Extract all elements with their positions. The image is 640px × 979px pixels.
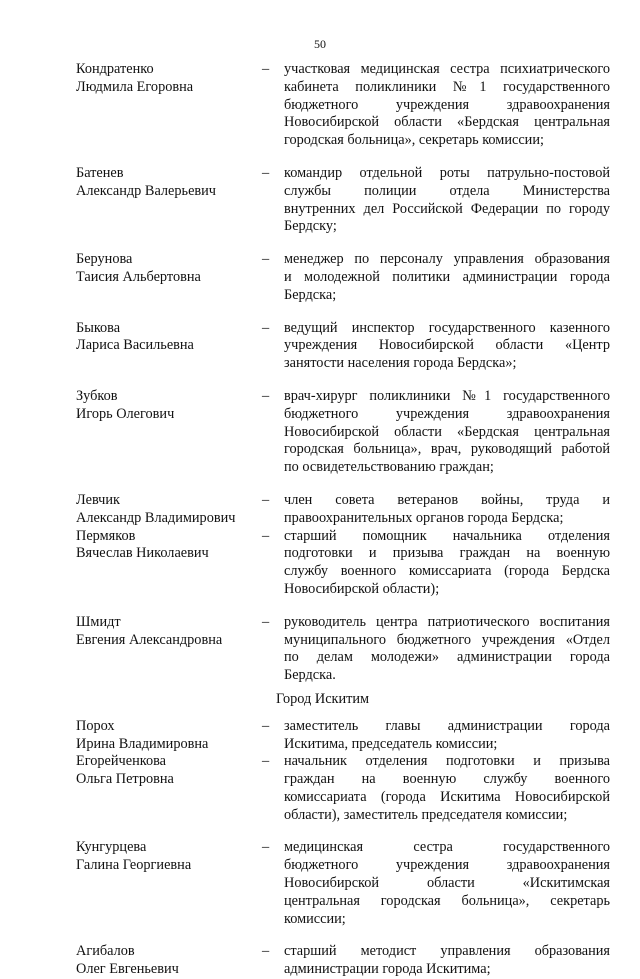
- list-item: [76, 492, 610, 528]
- member-position: [284, 251, 610, 304]
- list-item: [76, 388, 610, 477]
- position-line: центральная городская больница», секретарь: [284, 892, 610, 909]
- position-line: Новосибирской области);: [284, 580, 440, 597]
- position-line: медицинская сестра государственного: [284, 839, 610, 856]
- position-line: Бердска.: [284, 667, 336, 684]
- dash: –: [262, 164, 270, 181]
- dash: –: [262, 527, 270, 544]
- member-surname: Батенев: [76, 164, 124, 181]
- position-line: граждан на военную службу военного: [284, 771, 610, 788]
- dash: –: [262, 753, 270, 770]
- list-item: [76, 718, 610, 754]
- list-item: [76, 528, 610, 599]
- member-surname: Егорейченкова: [76, 753, 166, 770]
- member-surname: Пермяков: [76, 527, 136, 544]
- position-line: Новосибирской области «Бердская центральная: [284, 114, 610, 131]
- position-line: командир отдельной роты патрульно-постовой: [284, 164, 610, 181]
- position-line: и молодежной политики администрации города: [284, 268, 610, 285]
- position-line: городская больница», врач, руководящий работой: [284, 441, 610, 458]
- member-given-name: Вячеслав Николаевич: [76, 545, 209, 562]
- position-line: службы полиции отдела Министерства: [284, 182, 610, 199]
- member-position: [284, 492, 610, 528]
- member-given-name: Ольга Петровна: [76, 771, 174, 788]
- member-position: [284, 718, 610, 754]
- dash: –: [262, 717, 270, 734]
- member-position: [284, 528, 610, 599]
- member-surname: Зубков: [76, 387, 118, 404]
- dash: –: [262, 387, 270, 404]
- position-line: Искитима, председатель комиссии;: [284, 735, 498, 752]
- member-position: [284, 61, 610, 150]
- member-given-name: Лариса Васильевна: [76, 337, 194, 354]
- member-given-name: Александр Валерьевич: [76, 182, 217, 199]
- list-item: [76, 839, 610, 928]
- dash: –: [262, 613, 270, 630]
- position-line: городская больница», секретарь комиссии;: [284, 132, 544, 149]
- member-surname: Кунгурцева: [76, 839, 147, 856]
- position-line: Новосибирской области «Искитимская: [284, 875, 610, 892]
- member-name: [76, 251, 262, 287]
- position-line: администрации города Искитима;: [284, 961, 491, 978]
- position-line: участковая медицинская сестра психиатрического: [284, 61, 610, 77]
- member-given-name: Александр Владимирович: [76, 509, 236, 526]
- member-position: [284, 388, 610, 477]
- dash: –: [262, 491, 270, 508]
- position-line: кабинета поликлиники №1 государственного: [284, 78, 610, 95]
- position-line: комиссии;: [284, 910, 346, 927]
- member-given-name: Людмила Егоровна: [76, 78, 194, 95]
- list-item: [76, 614, 610, 685]
- position-line: по освидетельствованию граждан;: [284, 459, 494, 476]
- member-name: [76, 943, 262, 979]
- position-line: руководитель центра патриотического воспитания: [284, 613, 610, 630]
- member-given-name: Игорь Олегович: [76, 405, 175, 422]
- member-surname: Берунова: [76, 251, 133, 268]
- position-line: бюджетного учреждения здравоохранения: [284, 857, 610, 874]
- position-line: комиссариата (города Искитима Новосибирской: [284, 788, 610, 805]
- position-line: старший методист управления образования: [284, 943, 610, 960]
- commission-list: [76, 61, 610, 979]
- member-surname: Быкова: [76, 319, 121, 336]
- member-given-name: Таисия Альбертовна: [76, 268, 201, 285]
- position-line: менеджер по персоналу управления образования: [284, 251, 610, 268]
- position-line: начальник отделения подготовки и призыва: [284, 753, 610, 770]
- list-item: [76, 753, 610, 824]
- member-given-name: Олег Евгеньевич: [76, 961, 179, 978]
- member-surname: Порох: [76, 717, 115, 734]
- page-number: 50: [314, 37, 326, 51]
- position-line: заместитель главы администрации города: [284, 717, 610, 734]
- position-line: по делам молодежи» администрации города: [284, 649, 610, 666]
- position-line: старший помощник начальника отделения: [284, 527, 610, 544]
- list-item: [76, 251, 610, 304]
- position-line: муниципального бюджетного учреждения «Отдел: [284, 631, 610, 648]
- position-line: Новосибирской области «Бердская центральная: [284, 423, 610, 440]
- list-item: [76, 165, 610, 236]
- position-line: Бердску;: [284, 218, 337, 235]
- member-surname: Левчик: [76, 491, 120, 508]
- member-position: [284, 614, 610, 685]
- position-line: член совета ветеранов войны, труда и: [284, 491, 610, 508]
- member-name: [76, 528, 262, 564]
- member-surname: Шмидт: [76, 613, 121, 630]
- position-line: врач-хирург поликлиники №1 государственного: [284, 387, 610, 404]
- member-surname: Агибалов: [76, 943, 135, 960]
- member-position: [284, 943, 610, 979]
- member-given-name: Галина Георгиевна: [76, 857, 192, 874]
- member-given-name: Евгения Александровна: [76, 631, 223, 648]
- member-given-name: Ирина Владимировна: [76, 735, 209, 752]
- position-line: внутренних дел Российской Федерации по городу: [284, 200, 610, 217]
- dash: –: [262, 943, 270, 960]
- position-line: бюджетного учреждения здравоохранения: [284, 405, 610, 422]
- member-name: [76, 614, 262, 650]
- position-line: подготовки и призыва граждан на военную: [284, 545, 610, 562]
- dash: –: [262, 839, 270, 856]
- position-line: бюджетного учреждения здравоохранения: [284, 96, 610, 113]
- member-name: [76, 839, 262, 875]
- member-name: [76, 753, 262, 789]
- list-item: [76, 320, 610, 373]
- dash: –: [262, 319, 270, 336]
- member-position: [284, 753, 610, 824]
- member-name: [76, 718, 262, 754]
- member-position: [284, 839, 610, 928]
- section-heading: Город Искитим: [276, 690, 370, 707]
- dash: –: [262, 61, 270, 77]
- position-line: правоохранительных органов города Бердска;: [284, 509, 564, 526]
- position-line: занятости населения города Бердска»;: [284, 355, 517, 372]
- member-position: [284, 320, 610, 373]
- member-name: [76, 492, 262, 528]
- dash: –: [262, 251, 270, 268]
- member-name: [76, 61, 262, 97]
- member-name: [76, 388, 262, 424]
- member-name: [76, 320, 262, 356]
- position-line: области), заместитель председателя комиссии;: [284, 806, 568, 823]
- position-line: учреждения Новосибирской области «Центр: [284, 337, 610, 354]
- position-line: ведущий инспектор государственного казенного: [284, 319, 610, 336]
- member-name: [76, 165, 262, 201]
- position-line: службу военного комиссариата (города Бердска: [284, 563, 610, 580]
- member-surname: Кондратенко: [76, 61, 154, 77]
- list-item: [76, 61, 610, 150]
- position-line: Бердска;: [284, 286, 337, 303]
- list-item: [76, 943, 610, 979]
- member-position: [284, 165, 610, 236]
